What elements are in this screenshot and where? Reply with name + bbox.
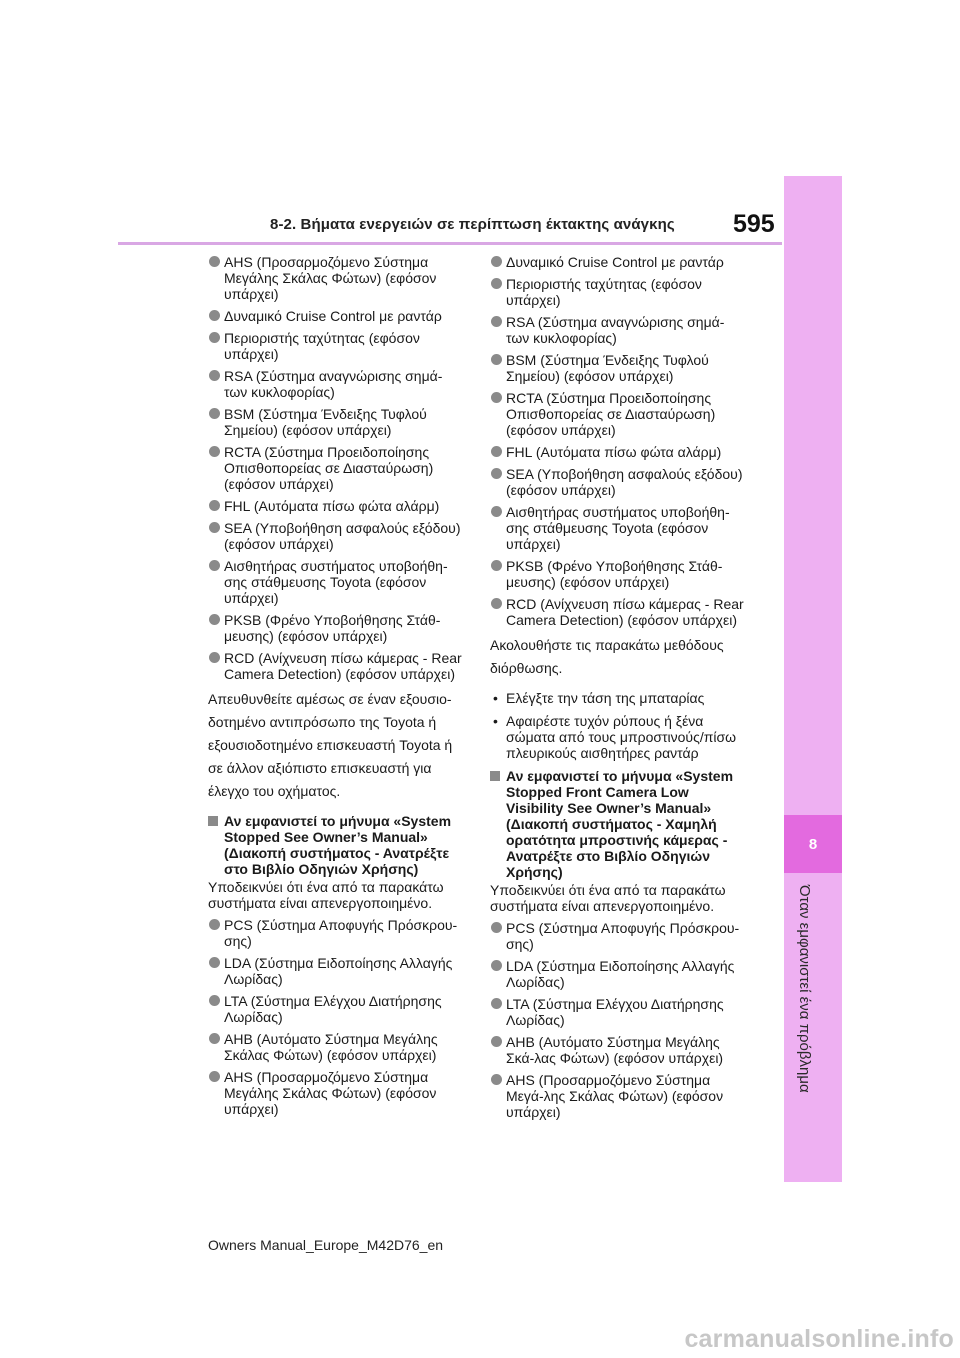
bullet-icon <box>491 998 502 1009</box>
bullet-icon <box>209 1033 220 1044</box>
bullet-icon <box>491 960 502 971</box>
bullet-icon <box>491 1074 502 1085</box>
message-description: Υποδεικνύει ότι ένα από τα παρακάτω συστήματα είναι απενεργοποιημένο. <box>490 882 726 914</box>
bullet-icon <box>209 500 220 511</box>
bullet-icon <box>209 408 220 419</box>
bullet-icon <box>491 922 502 933</box>
list-item: • Αφαιρέστε τυχόν ρύπους ή ξένα σώματα από τους μπροστινούς/πίσω πλευρικούς αισθητήρες ραντάρ <box>493 713 737 761</box>
list-item: RCTA (Σύστημα Προειδοποίησης Οπισθοπορείας σε Διασταύρωση) (εφόσον υπάρχει) <box>208 444 464 492</box>
bullet-icon <box>491 354 502 365</box>
bullet-icon <box>491 446 502 457</box>
bullet-icon <box>209 446 220 457</box>
bullet-icon <box>209 919 220 930</box>
list-item: RCD (Ανίχνευση πίσω κάμερας - Rear Camera Detection) (εφόσον υπάρχει) <box>490 596 746 628</box>
bullet-icon <box>209 652 220 663</box>
bullet-icon <box>209 256 220 267</box>
list-item: • Ελέγξτε την τάση της μπαταρίας <box>493 690 705 706</box>
bullet-icon <box>209 957 220 968</box>
list-item: FHL (Αυτόματα πίσω φώτα αλάρμ) <box>208 498 464 514</box>
dot-bullet-icon: • <box>493 713 498 729</box>
list-item: PCS (Σύστημα Αποφυγής Πρόσκρου-σης) <box>208 917 464 949</box>
message-description: Υποδεικνύει ότι ένα από τα παρακάτω συστήματα είναι απενεργοποιημένο. <box>208 879 444 911</box>
instruction-paragraph: Απευθυνθείτε αμέσως σε έναν εξουσιο-δοτημένο αντιπρόσωπο της Toyota ή εξουσιοδοτημένο επισκευαστή Toyota ή σε άλλον αξιόπιστο επισκευαστή για έλεγχο του οχήματος. <box>208 691 453 799</box>
message-heading: Αν εμφανιστεί το μήνυμα «System Stopped Front Camera Low Visibility See Owner’s Manual» (Διακοπή συστήματος - Χαμηλή ορατότητα μπροστινής κάμερας - Ανατρέξτε στο Βιβλίο Οδηγιών Χρήσης) <box>490 768 746 880</box>
watermark: carmanualsonline.info <box>684 1325 954 1353</box>
list-item: AHS (Προσαρμοζόμενο Σύστημα Μεγάλης Σκάλας Φώτων) (εφόσον υπάρχει) <box>208 1069 464 1117</box>
header-divider <box>118 242 782 245</box>
list-item: Δυναμικό Cruise Control με ραντάρ <box>208 308 464 324</box>
list-item: Αισθητήρας συστήματος υποβοήθη-σης στάθμευσης Toyota (εφόσον υπάρχει) <box>490 504 746 552</box>
list-item: AHS (Προσαρμοζόμενο Σύστημα Μεγάλης Σκάλας Φώτων) (εφόσον υπάρχει) <box>208 254 464 302</box>
list-item: LDA (Σύστημα Ειδοποίησης Αλλαγής Λωρίδας) <box>490 958 746 990</box>
chapter-side-strip <box>784 176 842 1182</box>
bullet-icon <box>491 560 502 571</box>
bullet-icon <box>209 522 220 533</box>
list-item: Αισθητήρας συστήματος υποβοήθη-σης στάθμευσης Toyota (εφόσον υπάρχει) <box>208 558 464 606</box>
list-item: AHB (Αυτόματο Σύστημα Μεγάλης Σκά-λας Φώτων) (εφόσον υπάρχει) <box>490 1034 746 1066</box>
list-item: PKSB (Φρένο Υποβοήθησης Στάθ-μευσης) (εφόσον υπάρχει) <box>208 612 464 644</box>
bullet-icon <box>209 995 220 1006</box>
list-item: SEA (Υποβοήθηση ασφαλούς εξόδου) (εφόσον υπάρχει) <box>490 466 746 498</box>
manual-footer: Owners Manual_Europe_M42D76_en <box>208 1237 444 1253</box>
instruction-paragraph: Ακολουθήστε τις παρακάτω μεθόδους διόρθωσης. <box>490 637 724 676</box>
list-item: SEA (Υποβοήθηση ασφαλούς εξόδου) (εφόσον υπάρχει) <box>208 520 464 552</box>
bullet-icon <box>491 392 502 403</box>
square-bullet-icon <box>208 816 218 826</box>
bullet-icon <box>209 310 220 321</box>
list-item: LDA (Σύστημα Ειδοποίησης Αλλαγής Λωρίδας) <box>208 955 464 987</box>
bullet-icon <box>209 1071 220 1082</box>
left-column <box>208 254 464 1123</box>
list-item: Περιοριστής ταχύτητας (εφόσον υπάρχει) <box>490 276 746 308</box>
list-item: LTA (Σύστημα Ελέγχου Διατήρησης Λωρίδας) <box>208 993 464 1025</box>
right-column <box>490 254 746 1126</box>
bullet-icon <box>209 560 220 571</box>
bullet-icon <box>491 468 502 479</box>
list-item: PCS (Σύστημα Αποφυγής Πρόσκρου-σης) <box>490 920 746 952</box>
bullet-icon <box>491 316 502 327</box>
list-item: RSA (Σύστημα αναγνώρισης σημά-των κυκλοφορίας) <box>490 314 746 346</box>
list-item: RCTA (Σύστημα Προειδοποίησης Οπισθοπορείας σε Διασταύρωση) (εφόσον υπάρχει) <box>490 390 746 438</box>
chapter-label: Όταν εμφανιστεί ένα πρόβλημα <box>796 885 813 1093</box>
list-item: RSA (Σύστημα αναγνώρισης σημά-των κυκλοφορίας) <box>208 368 464 400</box>
list-item: Περιοριστής ταχύτητας (εφόσον υπάρχει) <box>208 330 464 362</box>
list-item: AHB (Αυτόματο Σύστημα Μεγάλης Σκάλας Φώτων) (εφόσον υπάρχει) <box>208 1031 464 1063</box>
bullet-icon <box>491 256 502 267</box>
bullet-icon <box>209 614 220 625</box>
chapter-tab[interactable]: 8 <box>784 815 842 873</box>
bullet-icon <box>491 506 502 517</box>
list-item: PKSB (Φρένο Υποβοήθησης Στάθ-μευσης) (εφόσον υπάρχει) <box>490 558 746 590</box>
list-item: RCD (Ανίχνευση πίσω κάμερας - Rear Camera Detection) (εφόσον υπάρχει) <box>208 650 464 682</box>
list-item: FHL (Αυτόματα πίσω φώτα αλάρμ) <box>490 444 746 460</box>
bullet-icon <box>209 332 220 343</box>
bullet-icon <box>491 278 502 289</box>
square-bullet-icon <box>490 771 500 781</box>
list-item: BSM (Σύστημα Ένδειξης Τυφλού Σημείου) (εφόσον υπάρχει) <box>490 352 746 384</box>
dot-bullet-icon: • <box>493 690 498 706</box>
bullet-icon <box>491 1036 502 1047</box>
bullet-icon <box>491 598 502 609</box>
list-item: BSM (Σύστημα Ένδειξης Τυφλού Σημείου) (εφόσον υπάρχει) <box>208 406 464 438</box>
page-number: 595 <box>733 210 775 238</box>
list-item: LTA (Σύστημα Ελέγχου Διατήρησης Λωρίδας) <box>490 996 746 1028</box>
section-title: 8-2. Βήματα ενεργειών σε περίπτωση έκτακτης ανάγκης <box>270 216 675 233</box>
bullet-icon <box>209 370 220 381</box>
list-item: Δυναμικό Cruise Control με ραντάρ <box>490 254 746 270</box>
message-heading: Αν εμφανιστεί το μήνυμα «System Stopped See Owner’s Manual» (Διακοπή συστήματος - Ανατρέξτε στο Βιβλίο Οδηγιών Χρήσης) <box>208 813 464 877</box>
list-item: AHS (Προσαρμοζόμενο Σύστημα Μεγά-λης Σκάλας Φώτων) (εφόσον υπάρχει) <box>490 1072 746 1120</box>
